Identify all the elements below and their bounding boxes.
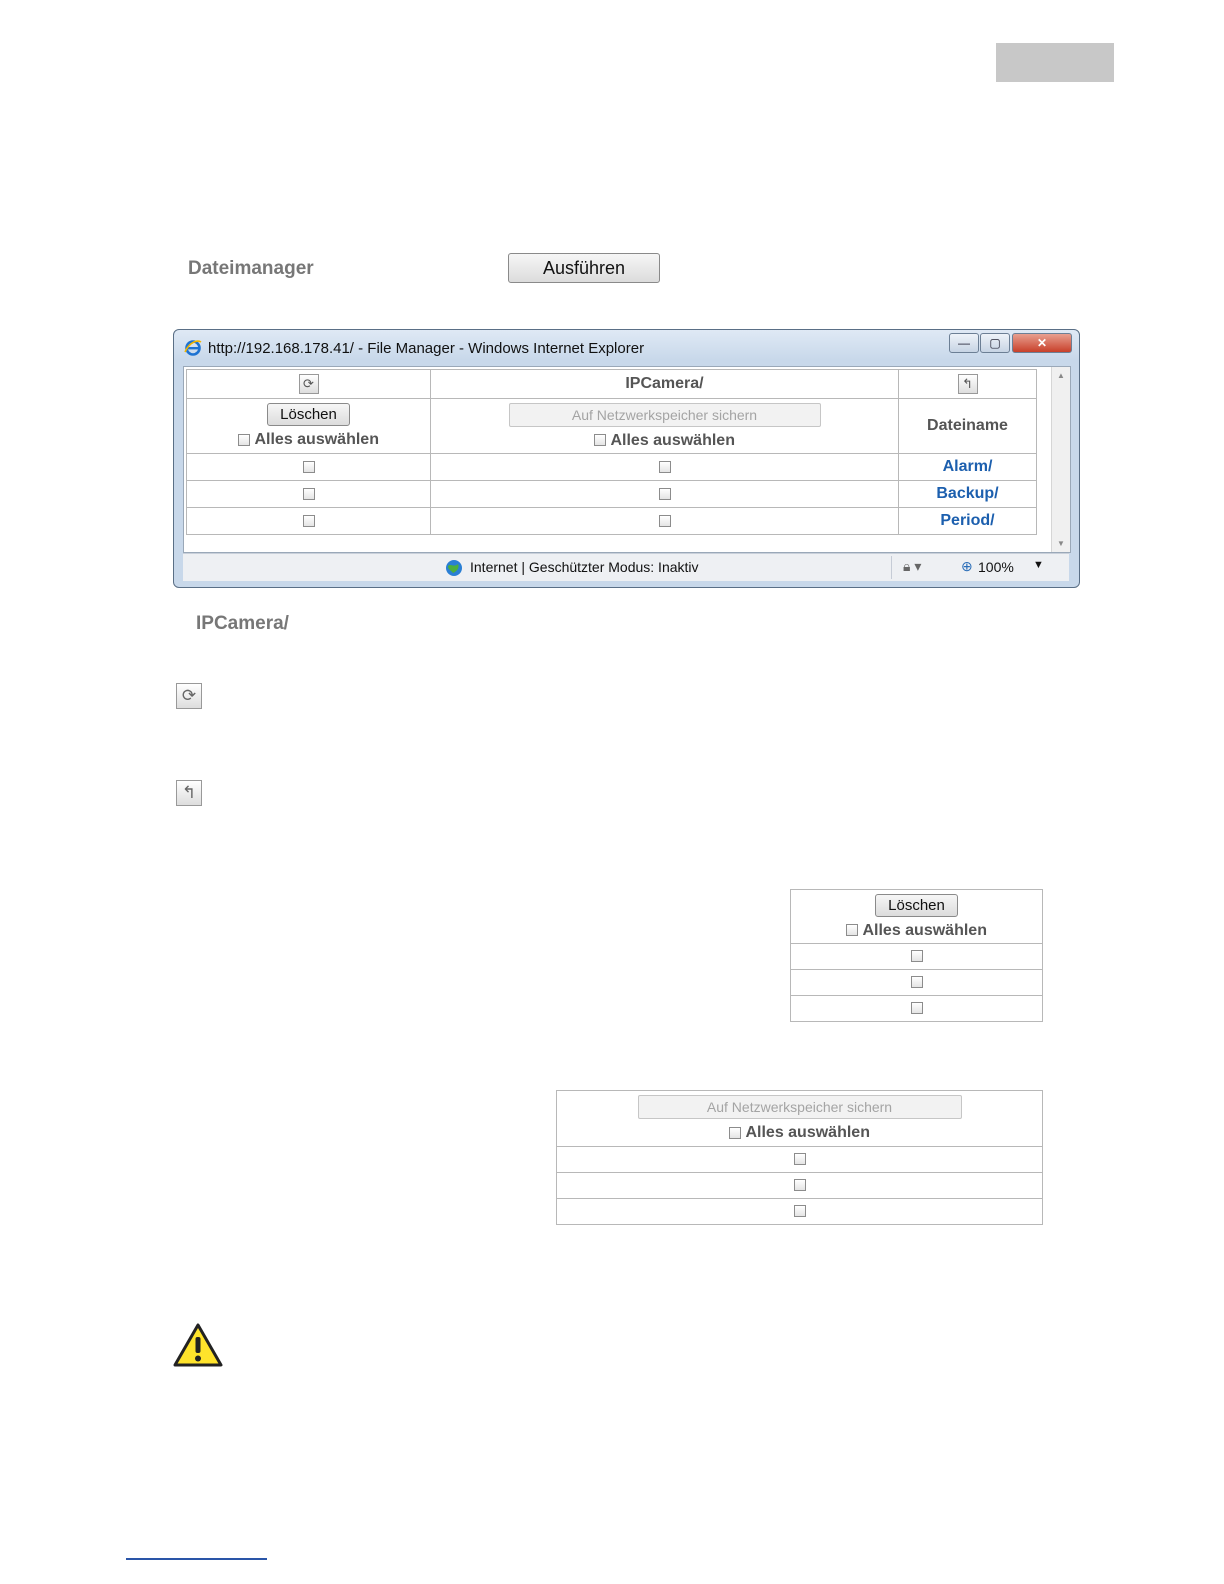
nas-checkbox[interactable]: [794, 1153, 806, 1165]
window-title: http://192.168.178.41/ - File Manager - Windows Internet Explorer: [208, 340, 645, 357]
select-all-label: Alles auswählen: [254, 431, 379, 448]
security-zone: Internet | Geschützter Modus: Inaktiv: [470, 559, 699, 575]
close-button[interactable]: ✕: [1012, 333, 1072, 353]
run-button[interactable]: Ausführen: [508, 253, 660, 283]
browser-content: [183, 366, 1071, 553]
nas-checkbox[interactable]: [794, 1179, 806, 1191]
delete-checkbox[interactable]: [911, 950, 923, 962]
internet-explorer-icon: [184, 339, 202, 357]
globe-icon: [445, 559, 463, 577]
delete-button[interactable]: Löschen: [875, 894, 958, 917]
footer-rule: [126, 1558, 267, 1560]
table-row: [187, 508, 1037, 535]
file-manager-table: [186, 369, 1037, 535]
ipcamera-label: IPCamera/: [196, 613, 289, 634]
refresh-icon[interactable]: ⟳: [299, 374, 319, 394]
up-folder-icon[interactable]: ↰: [958, 374, 978, 394]
delete-panel: [790, 889, 1043, 1022]
save-nas-button[interactable]: Auf Netzwerkspeicher sichern: [509, 403, 821, 427]
filename-header: Dateiname: [927, 417, 1008, 434]
scroll-down-icon[interactable]: ▼: [1057, 539, 1065, 548]
zoom-level[interactable]: 100%: [978, 559, 1014, 575]
save-nas-button[interactable]: Auf Netzwerkspeicher sichern: [638, 1095, 962, 1119]
delete-checkbox[interactable]: [911, 1002, 923, 1014]
select-all-label: Alles auswählen: [862, 921, 987, 939]
browser-window: [173, 329, 1080, 588]
delete-checkbox[interactable]: [911, 976, 923, 988]
warning-icon: [172, 1322, 224, 1368]
select-all-checkbox[interactable]: [729, 1127, 741, 1139]
select-all-label: Alles auswählen: [610, 431, 735, 449]
minimize-button[interactable]: —: [949, 333, 979, 353]
up-folder-icon: ↰: [176, 780, 202, 806]
refresh-icon: ⟳: [176, 683, 202, 709]
delete-button[interactable]: Löschen: [267, 403, 350, 426]
delete-checkbox[interactable]: [303, 461, 315, 473]
folder-link-alarm[interactable]: Alarm/: [942, 458, 993, 475]
delete-checkbox[interactable]: [303, 488, 315, 500]
select-all-label: Alles auswählen: [745, 1124, 870, 1141]
table-row: [187, 481, 1037, 508]
folder-link-period[interactable]: Period/: [940, 512, 995, 529]
select-all-delete-checkbox[interactable]: [238, 434, 250, 446]
delete-checkbox[interactable]: [303, 515, 315, 527]
folder-link-backup[interactable]: Backup/: [936, 485, 999, 502]
select-all-nas-checkbox[interactable]: [594, 434, 606, 446]
nas-panel: [556, 1090, 1043, 1225]
scroll-up-icon[interactable]: ▲: [1057, 371, 1065, 380]
nas-checkbox[interactable]: [659, 461, 671, 473]
page-tab-marker: [996, 43, 1114, 82]
vertical-scrollbar[interactable]: [1051, 367, 1070, 552]
section-label: Dateimanager: [188, 258, 314, 279]
restore-button[interactable]: ▢: [980, 333, 1010, 353]
nas-checkbox[interactable]: [659, 488, 671, 500]
current-path: IPCamera/: [625, 375, 704, 392]
nas-checkbox[interactable]: [659, 515, 671, 527]
nas-checkbox[interactable]: [794, 1205, 806, 1217]
status-divider: [891, 556, 892, 579]
status-bar: [183, 553, 1069, 581]
protected-mode-icon[interactable]: 🔒︎ ▾: [903, 558, 922, 574]
zoom-icon[interactable]: ⊕: [961, 558, 973, 574]
select-all-checkbox[interactable]: [846, 924, 858, 936]
zoom-dropdown-icon[interactable]: ▼: [1033, 559, 1044, 571]
table-row: [187, 454, 1037, 481]
